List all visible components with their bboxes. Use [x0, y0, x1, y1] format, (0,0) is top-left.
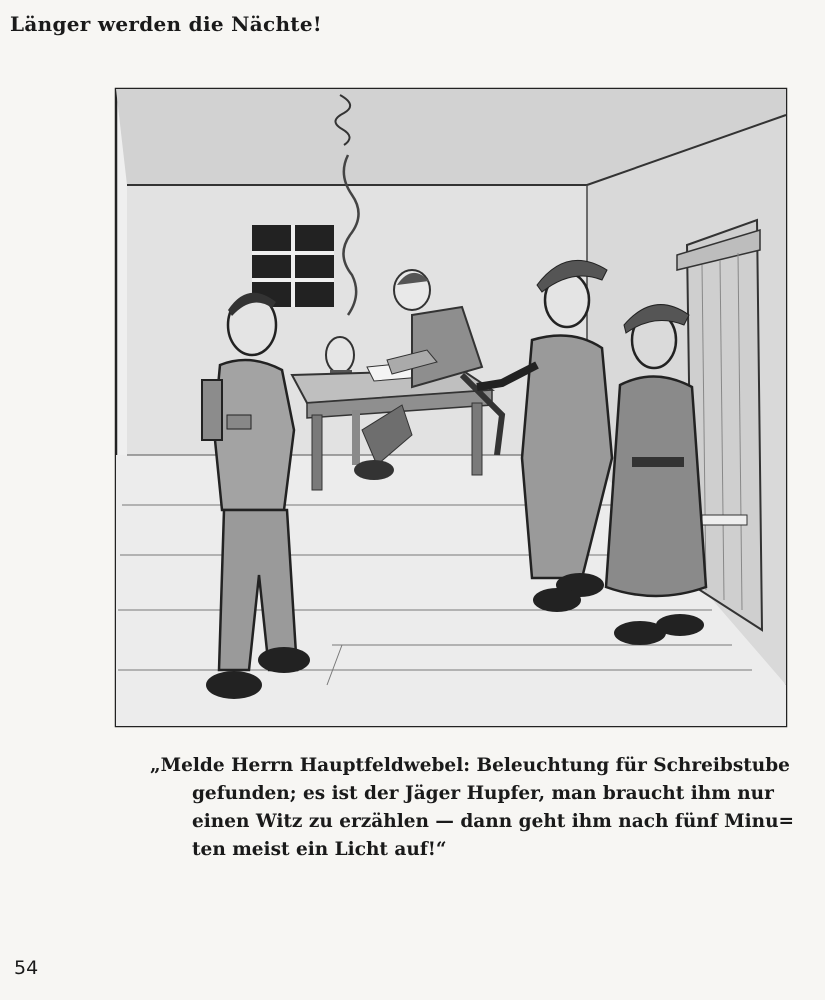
- caption-line: ten meist ein Licht auf!“: [192, 839, 447, 860]
- cartoon-illustration: [112, 85, 790, 730]
- caption-line: einen Witz zu erzählen — dann geht ihm nach fünf Minu=: [192, 811, 795, 832]
- page-number: 54: [14, 957, 39, 979]
- page-heading: Länger werden die Nächte!: [10, 12, 322, 36]
- cartoon-caption: [150, 752, 795, 864]
- caption-line: gefunden; es ist der Jäger Hupfer, man braucht ihm nur: [192, 783, 774, 804]
- caption-line: „Melde Herrn Hauptfeldwebel: Beleuchtung für Schreibstube: [150, 755, 790, 776]
